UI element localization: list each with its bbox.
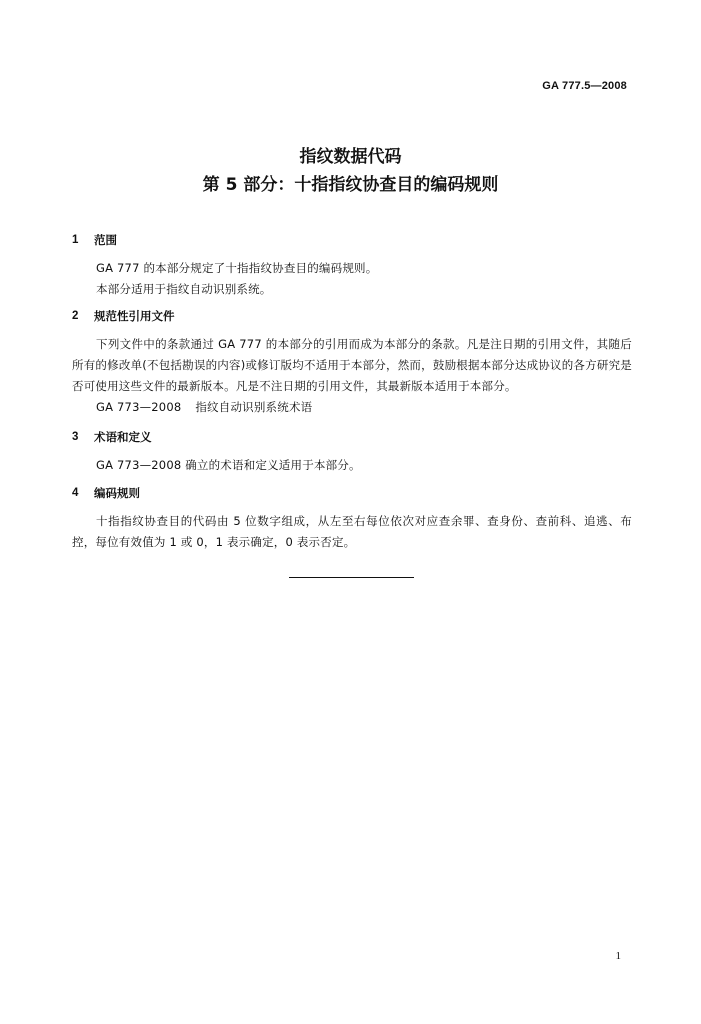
paragraph: GA 773—2008 确立的术语和定义适用于本部分。 (96, 458, 361, 472)
reference-entry (72, 397, 632, 418)
section-title: 范围 (94, 233, 117, 247)
document-title: 指纹数据代码 (299, 147, 402, 167)
end-rule (289, 577, 414, 578)
section-number: 3 (72, 431, 79, 443)
document-code: GA 777.5—2008 (542, 80, 627, 92)
section-number: 1 (72, 234, 79, 246)
page-number: 1 (615, 950, 621, 962)
section-title: 规范性引用文件 (94, 309, 175, 323)
reference-title: 指纹自动识别系统术语 (195, 400, 313, 414)
section-heading (72, 485, 632, 501)
section-heading (72, 308, 632, 324)
title-block (0, 144, 701, 198)
document-subtitle: 第 5 部分：十指指纹协查目的编码规则 (202, 175, 499, 195)
section-title: 编码规则 (94, 486, 140, 500)
reference-code: GA 773—2008 (96, 400, 182, 414)
section-scope (72, 232, 632, 300)
section-coding-rules (72, 485, 632, 553)
paragraph: 本部分适用于指纹自动识别系统。 (96, 282, 272, 296)
section-heading (72, 429, 632, 445)
section-number: 4 (72, 487, 79, 499)
paragraph: GA 777 的本部分规定了十指指纹协查目的编码规则。 (96, 261, 378, 275)
section-normative-references (72, 308, 632, 418)
section-number: 2 (72, 310, 79, 322)
paragraph: 下列文件中的条款通过 GA 777 的本部分的引用而成为本部分的条款。凡是注日期的引用文件，其随后所有的修改单(不包括勘误的内容)或修订版均不适用于本部分，然而，鼓励根据本部分达成协议的各方研究是否可使用这些文件的最新版本。凡是不注日期的引用文件，其最新版本适用于本部分。 (72, 337, 632, 393)
paragraph: 十指指纹协查目的代码由 5 位数字组成，从左至右每位依次对应查余罪、查身份、查前科、追逃、布控，每位有效值为 1 或 0，1 表示确定，0 表示否定。 (72, 514, 632, 549)
section-terms-definitions (72, 429, 632, 476)
section-title: 术语和定义 (94, 430, 152, 444)
section-heading (72, 232, 632, 248)
